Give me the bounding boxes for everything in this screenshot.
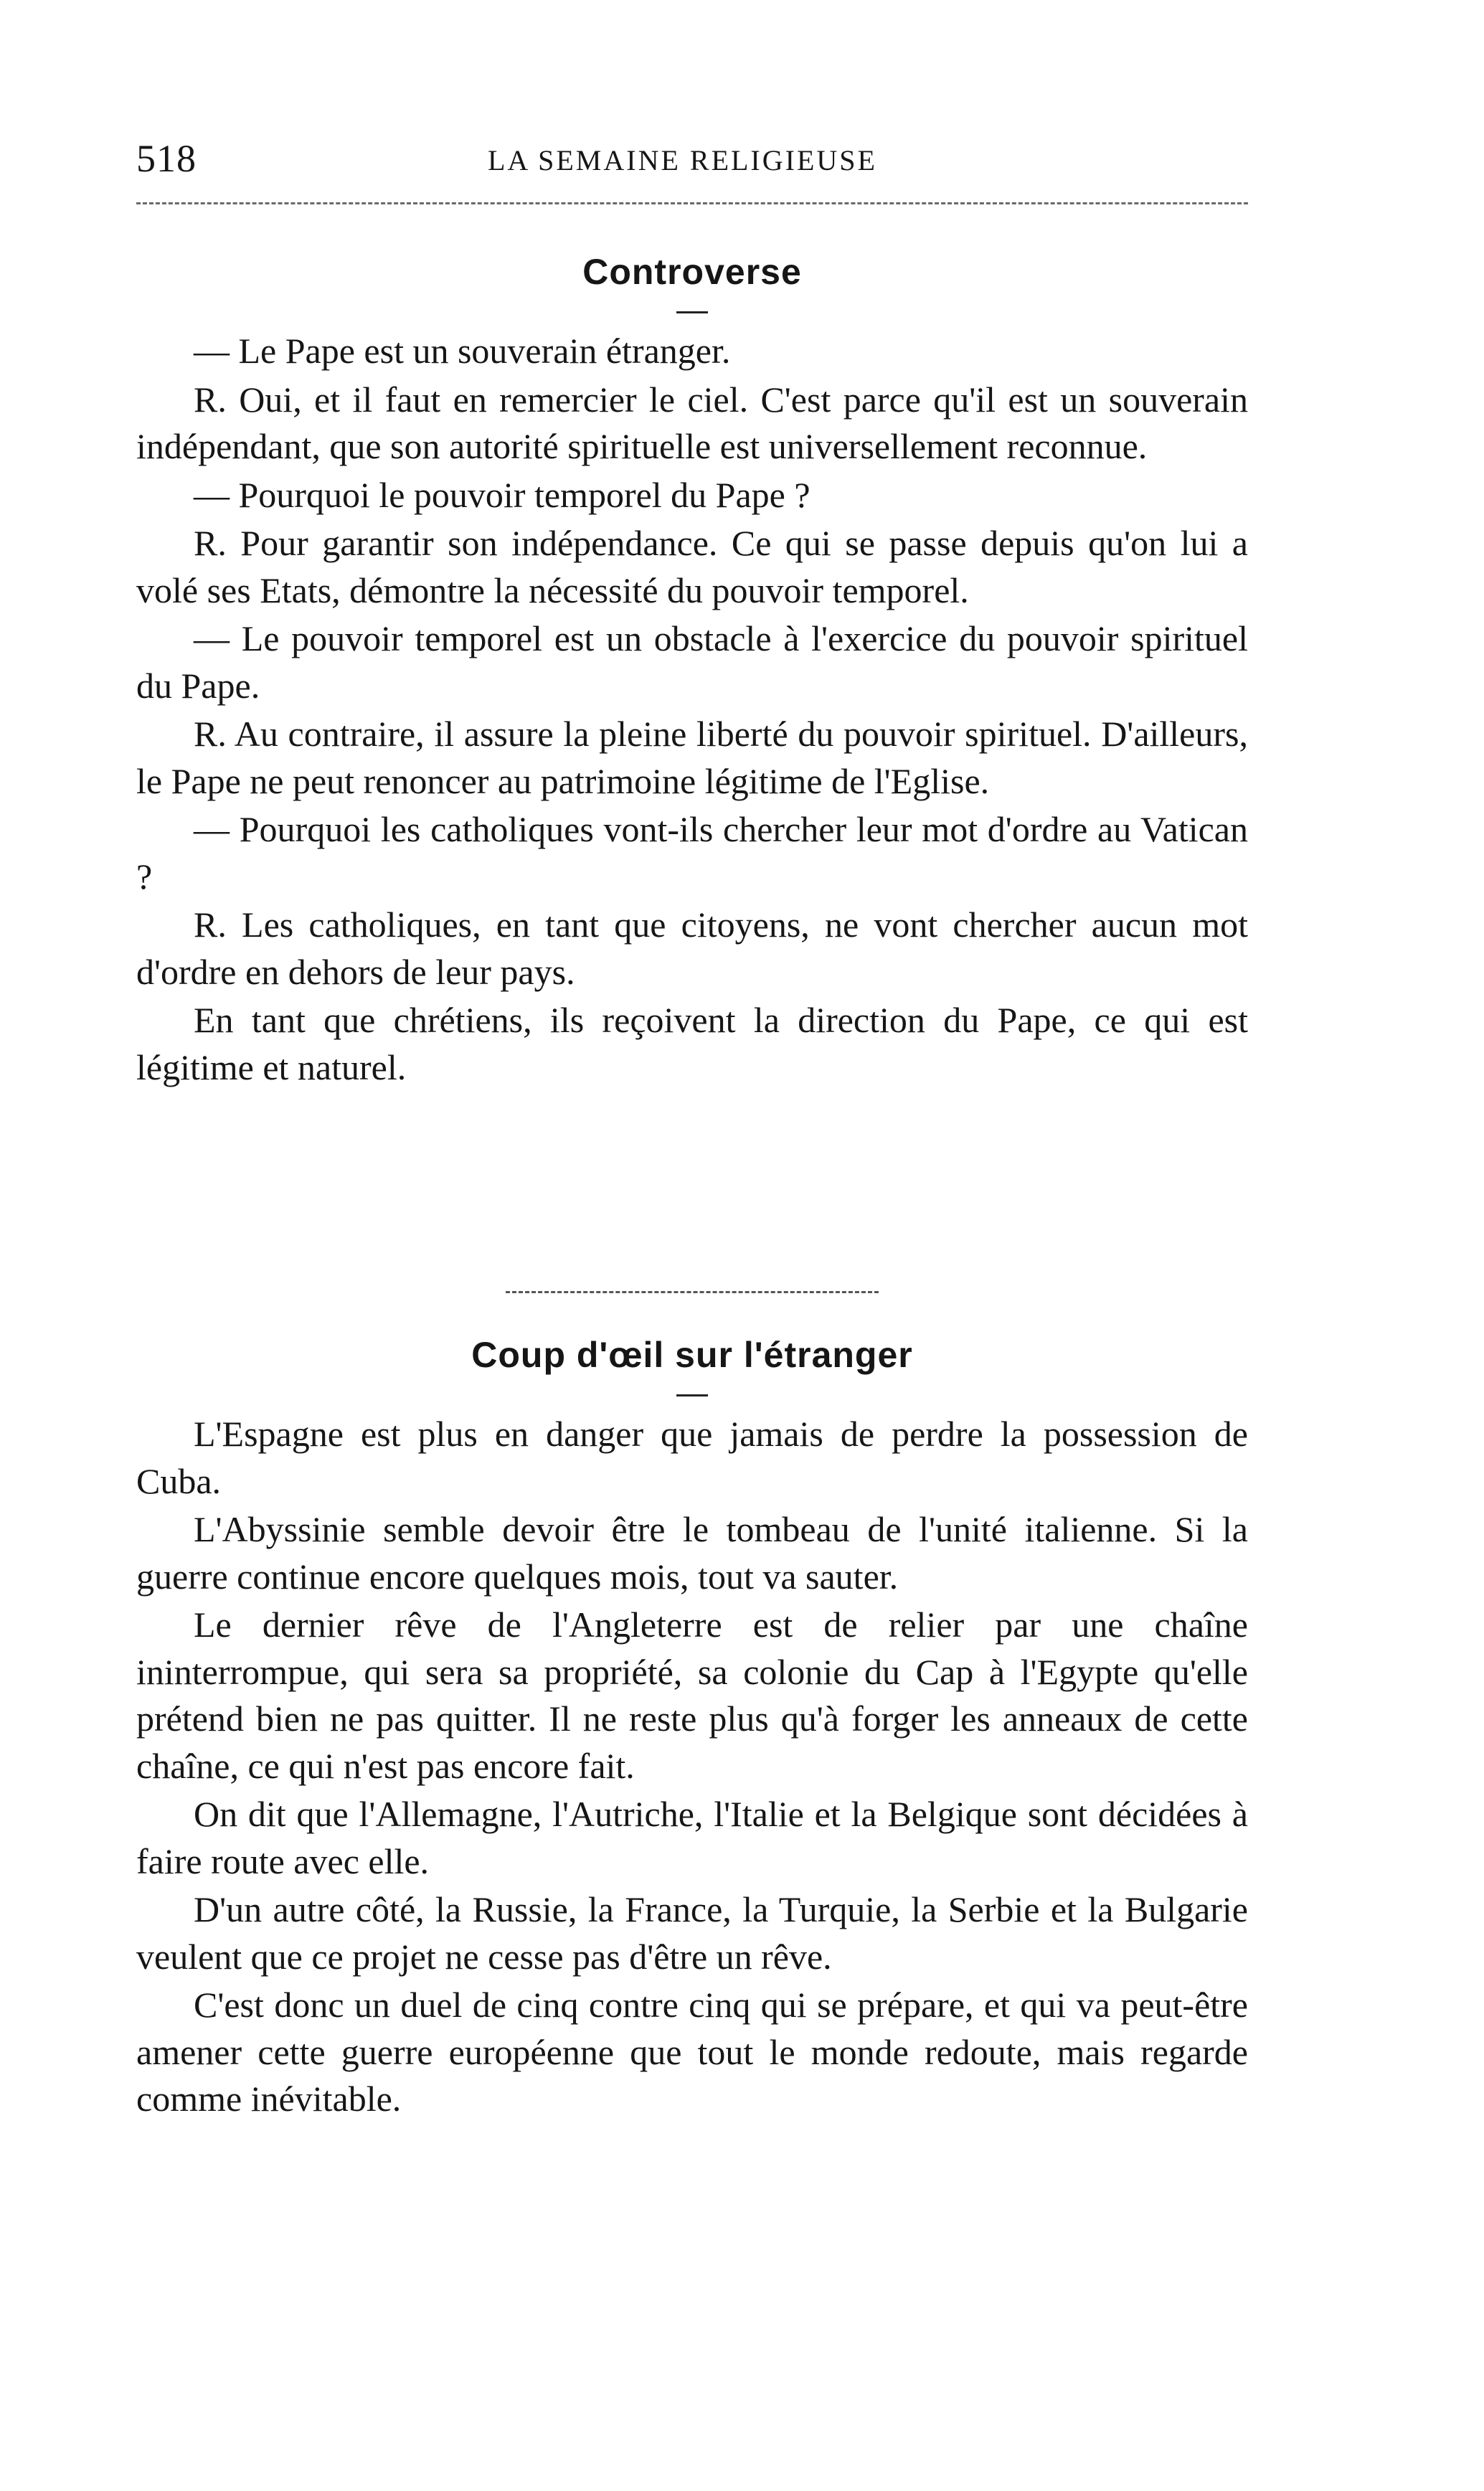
paragraph: — Le pouvoir temporel est un obstacle à l'exercice du pouvoir spirituel du Pape. [136,618,1248,706]
title-dash [676,311,708,313]
paragraph: — Pourquoi le pouvoir temporel du Pape ? [194,474,810,515]
paragraph: L'Espagne est plus en danger que jamais de perdre la possession de Cuba. [136,1414,1248,1501]
paragraph: D'un autre côté, la Russie, la France, la Turquie, la Serbie et la Bulgarie veulent que ce projet ne cesse pas d'être un rêve. [136,1889,1248,1977]
running-title: LA SEMAINE RELIGIEUSE [488,144,877,176]
title-dash [676,1394,708,1396]
paragraph: On dit que l'Allemagne, l'Autriche, l'Italie et la Belgique sont décidées à faire route avec elle. [136,1794,1248,1881]
header-rule [136,202,1248,204]
section-separator [136,1291,1248,1293]
paragraph: C'est donc un duel de cinq contre cinq qui se prépare, et qui va peut-être amener cette guerre européenne que tout le monde redoute, mais regarde comme inévitable. [136,1985,1248,2119]
paragraph: R. Au contraire, il assure la pleine liberté du pouvoir spirituel. D'ailleurs, le Pape ne peut renoncer au patrimoine légitime de l'Eglise. [136,714,1248,801]
page-number: 518 [136,137,197,180]
paragraph: Le dernier rêve de l'Angleterre est de relier par une chaîne ininterrompue, qui sera sa propriété, sa colonie du Cap à l'Egypte qu'elle prétend bien ne pas quitter. Il ne reste plus qu'à forger les anneaux de cette chaîne, ce qui n'est pas encore fait. [136,1604,1248,1786]
paragraph: L'Abyssinie semble devoir être le tombeau de l'unité italienne. Si la guerre continue encore quelques mois, tout va sauter. [136,1509,1248,1597]
paragraph: R. Les catholiques, en tant que citoyens, ne vont chercher aucun mot d'ordre en dehors de leur pays. [136,904,1248,992]
separator-rule [506,1291,879,1293]
paragraph: — Pourquoi les catholiques vont-ils chercher leur mot d'ordre au Vatican ? [136,809,1248,897]
section-title: Coup d'œil sur l'étranger [471,1335,913,1375]
section-title: Controverse [582,252,802,292]
section-etranger [136,1334,1248,2124]
section-controverse [136,251,1248,1092]
paragraph: En tant que chrétiens, ils reçoivent la direction du Pape, ce qui est légitime et naturel. [136,1000,1248,1087]
paragraph: R. Oui, et il faut en remercier le ciel. C'est parce qu'il est un souverain indépendant, que son autorité spirituelle est universellement reconnue. [136,379,1248,466]
paragraph: R. Pour garantir son indépendance. Ce qui se passe depuis qu'on lui a volé ses Etats, démontre la nécessité du pouvoir temporel. [136,523,1248,610]
running-header [136,136,1248,186]
paragraph: — Le Pape est un souverain étranger. [194,331,731,371]
